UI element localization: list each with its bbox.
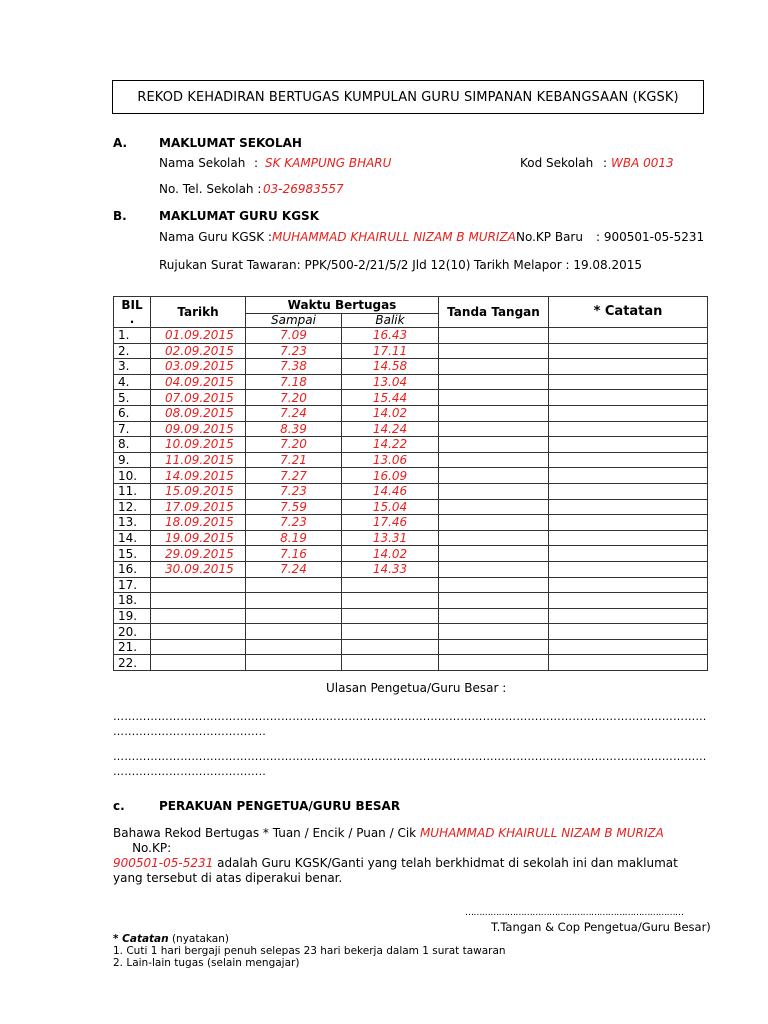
table-row [114,655,708,671]
cell-tarikh: 19.09.2015 [151,530,246,546]
tel-sekolah-value: 03-26983557 [263,182,344,196]
table-row [114,359,708,375]
cell-bil: 13. [114,515,151,531]
attendance-table [113,296,708,671]
cell-tarikh: 03.09.2015 [151,359,246,375]
cell-balik [342,608,439,624]
cell-balik [342,624,439,640]
kod-sekolah-label: Kod Sekolah [520,156,594,170]
cell-catatan [549,468,708,484]
cell-balik: 13.04 [342,374,439,390]
rujukan-surat: Rujukan Surat Tawaran: PPK/500-2/21/5/2 Jld 12(10) [159,258,471,272]
cell-sampai: 7.16 [246,546,342,562]
cell-catatan [549,593,708,609]
attendance-rows [114,328,708,671]
cell-balik: 13.06 [342,452,439,468]
nama-sekolah-label: Nama Sekolah [159,156,246,170]
kod-sekolah-value: WBA 0013 [611,156,674,170]
cell-sampai: 7.23 [246,483,342,499]
cell-tanda-tangan [439,405,549,421]
cell-tarikh [151,577,246,593]
cell-sampai: 7.20 [246,437,342,453]
cell-catatan [549,328,708,344]
cell-tanda-tangan [439,593,549,609]
cell-catatan [549,639,708,655]
table-row [114,499,708,515]
perakuan-text [113,826,708,886]
section-a-heading: MAKLUMAT SEKOLAH [159,136,302,150]
cell-balik: 16.09 [342,468,439,484]
table-row [114,343,708,359]
cell-sampai: 8.39 [246,421,342,437]
header-catatan: * Catatan [549,297,708,328]
cell-tarikh [151,624,246,640]
cell-sampai: 7.20 [246,390,342,406]
cell-bil: 19. [114,608,151,624]
cell-balik: 14.02 [342,546,439,562]
cell-sampai [246,593,342,609]
header-bil-dot: . [129,312,135,326]
cell-bil: 6. [114,405,151,421]
cell-tanda-tangan [439,608,549,624]
header-tanda-tangan: Tanda Tangan [439,297,549,328]
header-bil [114,297,151,328]
cell-balik: 14.22 [342,437,439,453]
ulasan-line-1-cont: ………………………………….. [113,725,266,738]
cell-tarikh [151,655,246,671]
cell-bil: 5. [114,390,151,406]
cell-sampai: 7.23 [246,343,342,359]
cell-tanda-tangan [439,515,549,531]
perakuan-kp: 900501-05-5231 [113,856,214,870]
cell-balik: 17.46 [342,515,439,531]
cell-tanda-tangan [439,577,549,593]
catatan-notes-heading [113,933,229,945]
cell-balik: 15.44 [342,390,439,406]
cell-bil: 17. [114,577,151,593]
cell-bil: 20. [114,624,151,640]
cell-balik: 15.04 [342,499,439,515]
cell-tanda-tangan [439,530,549,546]
cell-tanda-tangan [439,421,549,437]
cell-tanda-tangan [439,452,549,468]
cell-tanda-tangan [439,624,549,640]
header-bil-text: BIL [121,298,143,312]
cell-tarikh: 17.09.2015 [151,499,246,515]
cell-balik: 14.33 [342,561,439,577]
cell-sampai: 7.24 [246,561,342,577]
cell-tanda-tangan [439,374,549,390]
tel-sekolah-label: No. Tel. Sekolah : [159,182,262,196]
cell-tarikh: 30.09.2015 [151,561,246,577]
table-row [114,405,708,421]
cell-tanda-tangan [439,437,549,453]
cell-catatan [549,577,708,593]
ulasan-line-2: …………………………………………………………………………………………………………………………………………… [113,750,707,763]
cell-sampai: 7.09 [246,328,342,344]
section-b-letter: B. [113,209,127,223]
cell-sampai: 7.24 [246,405,342,421]
cell-catatan [549,561,708,577]
cell-tarikh: 29.09.2015 [151,546,246,562]
cell-sampai: 7.18 [246,374,342,390]
nama-sekolah-separator: : [254,156,259,170]
cell-balik: 13.31 [342,530,439,546]
perakuan-text-2: No.KP: [113,841,172,855]
cell-balik [342,577,439,593]
cell-tanda-tangan [439,639,549,655]
cell-tarikh: 09.09.2015 [151,421,246,437]
cell-bil: 12. [114,499,151,515]
cell-bil: 15. [114,546,151,562]
header-balik: Balik [342,313,439,327]
cell-tanda-tangan [439,328,549,344]
cell-balik: 14.24 [342,421,439,437]
cell-balik [342,593,439,609]
cell-tarikh: 02.09.2015 [151,343,246,359]
cell-catatan [549,608,708,624]
cell-tarikh: 04.09.2015 [151,374,246,390]
cell-catatan [549,530,708,546]
cell-sampai: 7.27 [246,468,342,484]
cell-tanda-tangan [439,390,549,406]
table-row [114,624,708,640]
catatan-heading-suffix: (nyatakan) [168,933,229,945]
perakuan-text-1: Bahawa Rekod Bertugas * Tuan / Encik / Puan / Cik [113,826,420,840]
table-row [114,515,708,531]
cell-catatan [549,624,708,640]
table-row [114,561,708,577]
section-b-heading: MAKLUMAT GURU KGSK [159,209,319,223]
cell-sampai: 7.59 [246,499,342,515]
nama-guru-label: Nama Guru KGSK : [159,230,272,244]
cell-tarikh: 15.09.2015 [151,483,246,499]
cell-bil: 9. [114,452,151,468]
table-row [114,374,708,390]
cell-sampai [246,577,342,593]
kod-sekolah-separator: : [603,156,608,170]
no-kp-value: : 900501-05-5231 [596,230,705,244]
cell-catatan [549,437,708,453]
table-row [114,328,708,344]
cell-tarikh: 08.09.2015 [151,405,246,421]
cell-sampai [246,639,342,655]
cell-bil: 10. [114,468,151,484]
tarikh-melapor: Tarikh Melapor : 19.08.2015 [474,258,643,272]
cell-tanda-tangan [439,655,549,671]
cell-bil: 21. [114,639,151,655]
cell-tarikh: 01.09.2015 [151,328,246,344]
table-row [114,593,708,609]
header-waktu-bertugas: Waktu Bertugas [246,297,439,314]
document-title: REKOD KEHADIRAN BERTUGAS KUMPULAN GURU SIMPANAN KEBANGSAAN (KGSK) [112,80,704,114]
cell-catatan [549,452,708,468]
cell-tanda-tangan [439,359,549,375]
cell-catatan [549,499,708,515]
cell-catatan [549,390,708,406]
header-tarikh: Tarikh [151,297,246,328]
cell-sampai: 7.38 [246,359,342,375]
cell-tanda-tangan [439,483,549,499]
cell-tarikh: 11.09.2015 [151,452,246,468]
cell-bil: 18. [114,593,151,609]
cell-tanda-tangan [439,343,549,359]
cell-bil: 8. [114,437,151,453]
cell-catatan [549,483,708,499]
ulasan-line-1: …………………………………………………………………………………………………………………………………………… [113,710,707,723]
cell-catatan [549,359,708,375]
signature-line: …………………………………………………………………… [465,908,684,918]
cell-balik: 17.11 [342,343,439,359]
cell-catatan [549,655,708,671]
cell-catatan [549,405,708,421]
table-row [114,437,708,453]
catatan-item-1: 1. Cuti 1 hari bergaji penuh selepas 23 hari bekerja dalam 1 surat tawaran [113,945,506,957]
cell-tanda-tangan [439,499,549,515]
cell-catatan [549,546,708,562]
cell-tarikh [151,608,246,624]
perakuan-text-3: adalah Guru KGSK/Ganti yang telah berkhidmat di sekolah ini dan maklumat yang tersebut di atas diperakui benar. [113,856,678,885]
nama-sekolah-value: SK KAMPUNG BHARU [265,156,392,170]
cell-catatan [549,515,708,531]
cell-bil: 16. [114,561,151,577]
table-row [114,452,708,468]
cell-tanda-tangan [439,561,549,577]
table-row [114,577,708,593]
table-row [114,608,708,624]
cell-tarikh [151,593,246,609]
cell-tarikh: 07.09.2015 [151,390,246,406]
header-sampai: Sampai [246,313,342,327]
signature-label: T.Tangan & Cop Pengetua/Guru Besar) [491,920,711,934]
ulasan-line-2-cont: ………………………………….. [113,765,266,778]
cell-bil: 14. [114,530,151,546]
cell-tanda-tangan [439,546,549,562]
table-row [114,639,708,655]
cell-tarikh [151,639,246,655]
catatan-heading: * Catatan [113,933,169,945]
perakuan-name: MUHAMMAD KHAIRULL NIZAM B MURIZA [419,826,664,840]
cell-sampai: 7.21 [246,452,342,468]
cell-catatan [549,343,708,359]
cell-bil: 11. [114,483,151,499]
cell-balik: 14.58 [342,359,439,375]
table-row [114,530,708,546]
table-row [114,421,708,437]
table-row [114,390,708,406]
section-a-letter: A. [113,136,128,150]
cell-sampai [246,608,342,624]
ulasan-label: Ulasan Pengetua/Guru Besar : [326,681,507,695]
cell-tarikh: 10.09.2015 [151,437,246,453]
cell-balik: 16.43 [342,328,439,344]
cell-bil: 1. [114,328,151,344]
cell-catatan [549,374,708,390]
table-row [114,546,708,562]
nama-guru-value: MUHAMMAD KHAIRULL NIZAM B MURIZA [272,230,516,244]
cell-catatan [549,421,708,437]
cell-tanda-tangan [439,468,549,484]
table-row [114,483,708,499]
cell-tarikh: 18.09.2015 [151,515,246,531]
table-row [114,468,708,484]
cell-sampai [246,655,342,671]
cell-bil: 4. [114,374,151,390]
cell-bil: 22. [114,655,151,671]
cell-balik: 14.46 [342,483,439,499]
cell-bil: 2. [114,343,151,359]
section-c-heading: PERAKUAN PENGETUA/GURU BESAR [159,799,401,813]
catatan-item-2: 2. Lain-lain tugas (selain mengajar) [113,957,300,969]
cell-balik [342,655,439,671]
cell-bil: 3. [114,359,151,375]
cell-balik: 14.02 [342,405,439,421]
cell-bil: 7. [114,421,151,437]
cell-tarikh: 14.09.2015 [151,468,246,484]
section-c-letter: c. [113,799,125,813]
no-kp-label: No.KP Baru [516,230,583,244]
cell-sampai [246,624,342,640]
cell-balik [342,639,439,655]
cell-sampai: 8.19 [246,530,342,546]
cell-sampai: 7.23 [246,515,342,531]
